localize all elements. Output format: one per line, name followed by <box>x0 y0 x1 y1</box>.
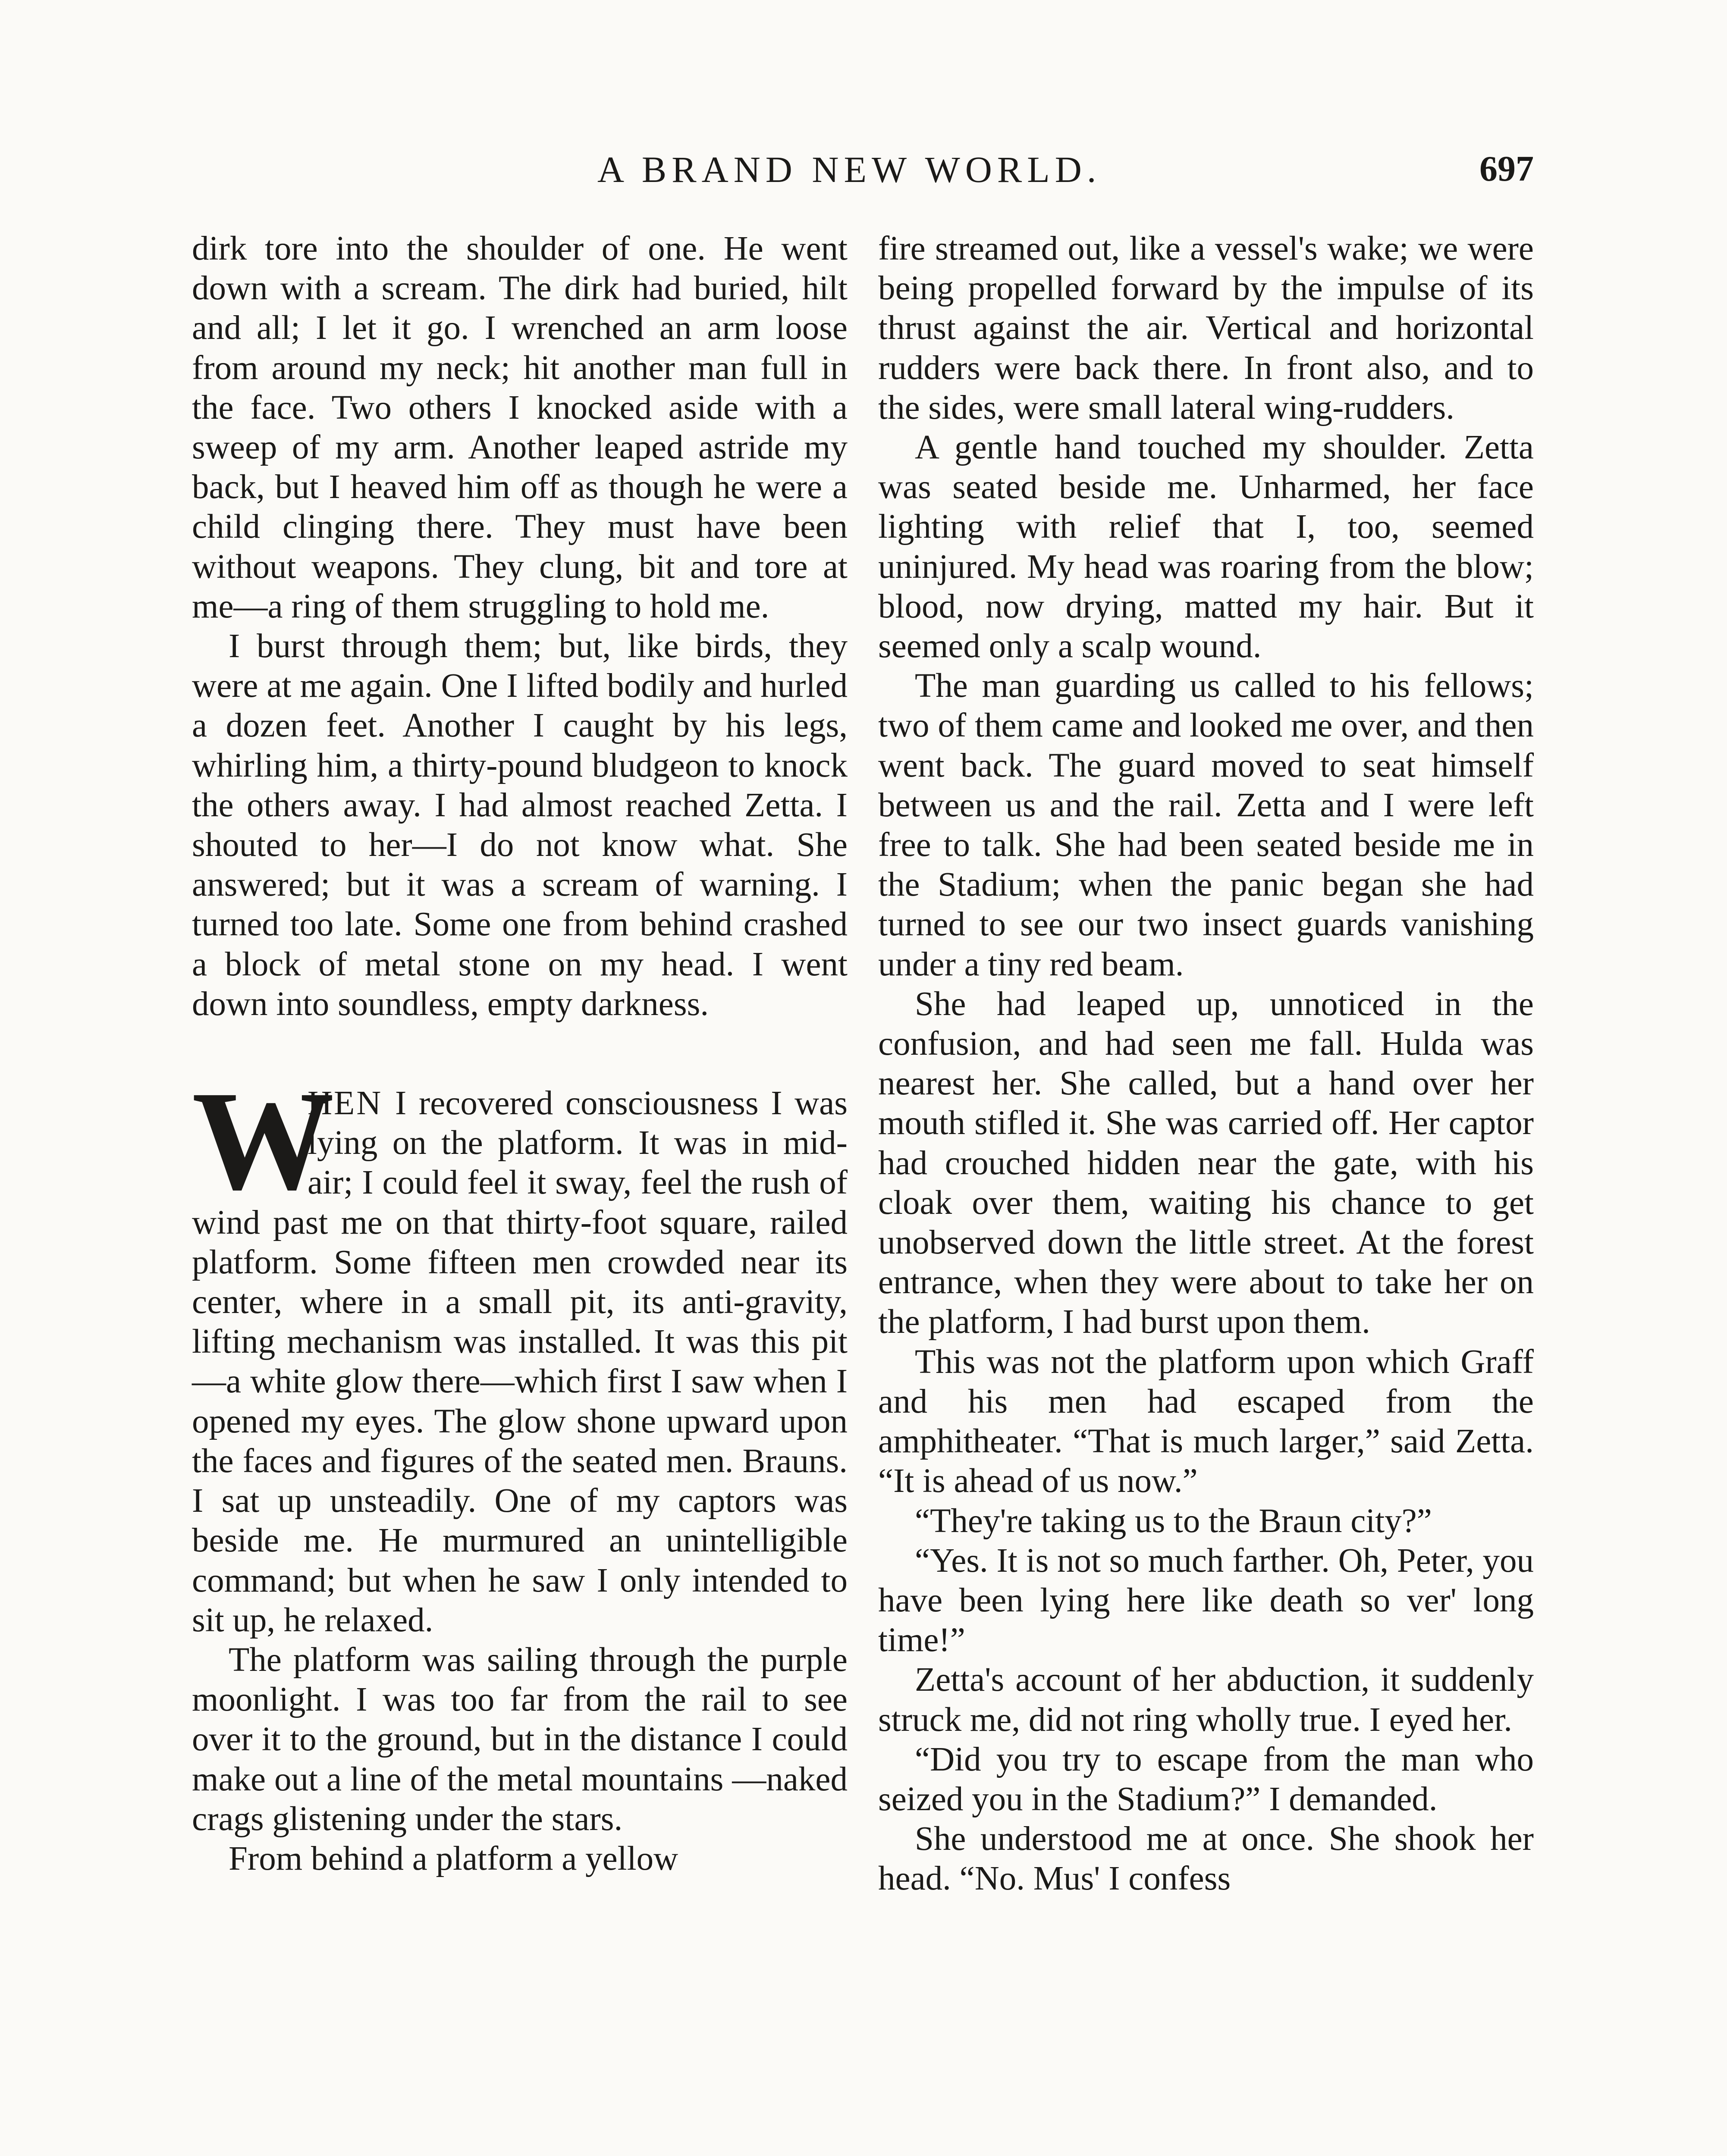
paragraph: She understood me at once. She shook her head. “No. Mus' I confess <box>878 1820 1534 1898</box>
page-number: 697 <box>1479 149 1534 189</box>
paragraph: A gentle hand touched my shoulder. Zetta was seated beside me. Unharmed, her face lighting with relief that I, too, seemed uninjured. My head was roaring from the blow; blood, now drying, matted my hair. But it seemed only a scalp wound. <box>878 429 1534 665</box>
paragraph: “Yes. It is not so much farther. Oh, Peter, you have been lying here like death so ver' long time!” <box>878 1542 1534 1659</box>
section-opening-paragraph <box>192 1062 848 1640</box>
paragraph: This was not the platform upon which Graff and his men had escaped from the amphitheater. “That is much larger,” said Zetta. “It is ahead of us now.” <box>878 1343 1534 1500</box>
small-caps-lead: HEN <box>308 1084 383 1122</box>
paragraph: From behind a platform a yellow <box>229 1839 678 1877</box>
paragraph: The man guarding us called to his fellows; two of them came and looked me over, and then went back. The guard moved to seat himself between us and the rail. Zetta and I were left free to talk. She had been seated beside me in the Stadium; when the panic began she had turned to see our two insect guards vanishing under a tiny red beam. <box>878 667 1534 983</box>
paragraph: I burst through them; but, like birds, they were at me again. One I lifted bodily and hurled a dozen feet. Another I caught by his legs, whirling him, a thirty-pound bludgeon to knock the others away. I had almost reached Zetta. I shouted to her—I do not know what. She answered; but it was a scream of warning. I turned too late. Some one from behind crashed a block of metal stone on my head. I went down into soundless, empty darkness. <box>192 627 848 1023</box>
right-column <box>878 229 1534 1899</box>
paragraph: fire streamed out, like a vessel's wake; we were being propelled forward by the impulse of its thrust against the air. Vertical and horizontal rudders were back there. In front also, and to the sides, were small lateral wing-rudders. <box>878 230 1534 426</box>
paragraph-text: I recovered consciousness I was lying on the platform. It was in mid-air; I could feel it sway, feel the rush of wind past me on that thirty-foot square, railed platform. Some fifteen men crowded near its center, where in a small pit, its anti-gravity, lifting mechanism was installed. It was this pit—a white glow there—which first I saw when I opened my eyes. The glow shone upward upon the faces and figures of the seated men. Brauns. I sat up unsteadily. One of my captors was beside me. He murmured an unintelligible command; but when he saw I only intended to sit up, he relaxed. <box>192 1084 848 1639</box>
left-column <box>192 229 848 1879</box>
drop-cap: W <box>192 1062 329 1220</box>
paragraph: “Did you try to escape from the man who seized you in the Stadium?” I demanded. <box>878 1740 1534 1818</box>
paragraph: She had leaped up, unnoticed in the confusion, and had seen me fall. Hulda was nearest her. She called, but a hand over her mouth stifled it. She was carried off. Her captor had crouched hidden near the gate, with his cloak over them, waiting his chance to get unobserved down the little street. At the forest entrance, when they were about to take her on the platform, I had burst upon them. <box>878 985 1534 1341</box>
paragraph: Zetta's account of her abduction, it suddenly struck me, did not ring wholly true. I eyed her. <box>878 1661 1534 1739</box>
paragraph: dirk tore into the shoulder of one. He went down with a scream. The dirk had buried, hilt and all; I let it go. I wrenched an arm loose from around my neck; hit another man full in the face. Two others I knocked aside with a sweep of my arm. Another leaped astride my back, but I heaved him off as though he were a child clinging there. They must have been without weapons. They clung, bit and tore at me—a ring of them struggling to hold me. <box>192 230 848 625</box>
running-title: A BRAND NEW WORLD. <box>597 149 1102 190</box>
paragraph: “They're taking us to the Braun city?” <box>915 1502 1432 1540</box>
paragraph: The platform was sailing through the purple moonlight. I was too far from the rail to see over it to the ground, but in the distance I could make out a line of the metal mountains —naked crags glistening under the stars. <box>192 1641 848 1838</box>
